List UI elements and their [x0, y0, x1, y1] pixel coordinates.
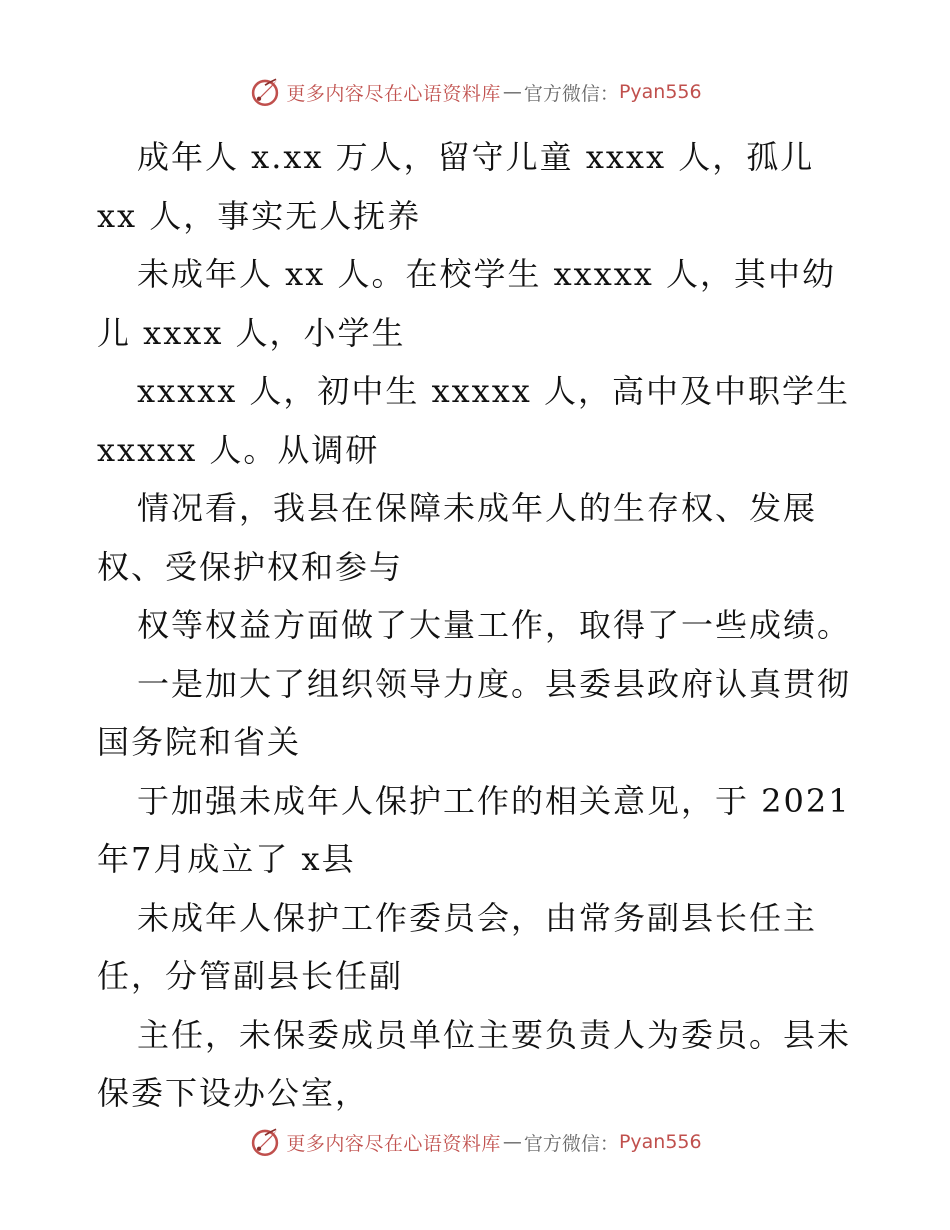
- text-line: 保委下设办公室，: [97, 1074, 370, 1112]
- header-watermark: [0, 72, 950, 112]
- watermark-dash: —: [502, 1131, 522, 1153]
- watermark-wechat-id: Pyan556: [618, 81, 702, 103]
- watermark-wechat-id: Pyan556: [618, 1131, 702, 1153]
- text-line: xxxxx 人。从调研: [97, 430, 380, 469]
- text-line: 年7月成立了 x县: [97, 840, 356, 878]
- watermark-dash: —: [502, 81, 522, 103]
- text-line: 儿 xxxx 人，小学生: [97, 313, 406, 352]
- watermark-site-text: 更多内容尽在心语资料库: [286, 82, 501, 105]
- text-line: xx 人，事实无人抚养: [97, 196, 422, 235]
- text-line: 未成年人 xx 人。在校学生 xxxxx 人，其中幼: [137, 255, 837, 293]
- text-line: 未成年人保护工作委员会，由常务副县长任主: [137, 898, 818, 937]
- text-line: 于加强未成年人保护工作的相关意见，于 2021: [137, 781, 851, 820]
- watermark-wechat-label: 官方微信：: [523, 82, 619, 105]
- watermark-wechat-label: 官方微信：: [523, 1132, 619, 1155]
- watermark-site-text: 更多内容尽在心语资料库: [286, 1132, 501, 1155]
- text-line: 一是加大了组织领导力度。县委县政府认真贯彻: [137, 664, 852, 703]
- quill-logo-icon: [248, 75, 282, 109]
- quill-logo-icon: [248, 1125, 282, 1159]
- footer-watermark: [0, 1122, 950, 1162]
- text-line: 主任，未保委成员单位主要负责人为委员。县未: [137, 1015, 852, 1054]
- text-line: 任，分管副县长任副: [97, 957, 404, 995]
- text-line: 情况看，我县在保障未成年人的生存权、发展: [137, 489, 818, 527]
- document-body: [97, 128, 867, 1123]
- text-line: 国务院和省关: [97, 723, 302, 761]
- text-line: 权等权益方面做了大量工作，取得了一些成绩。: [137, 606, 852, 644]
- text-line: xxxxx 人，初中生 xxxxx 人，高中及中职学生: [137, 372, 850, 410]
- text-line: 权、受保护权和参与: [97, 547, 404, 586]
- text-line: 成年人 x.xx 万人，留守儿童 xxxx 人，孤儿: [137, 138, 815, 176]
